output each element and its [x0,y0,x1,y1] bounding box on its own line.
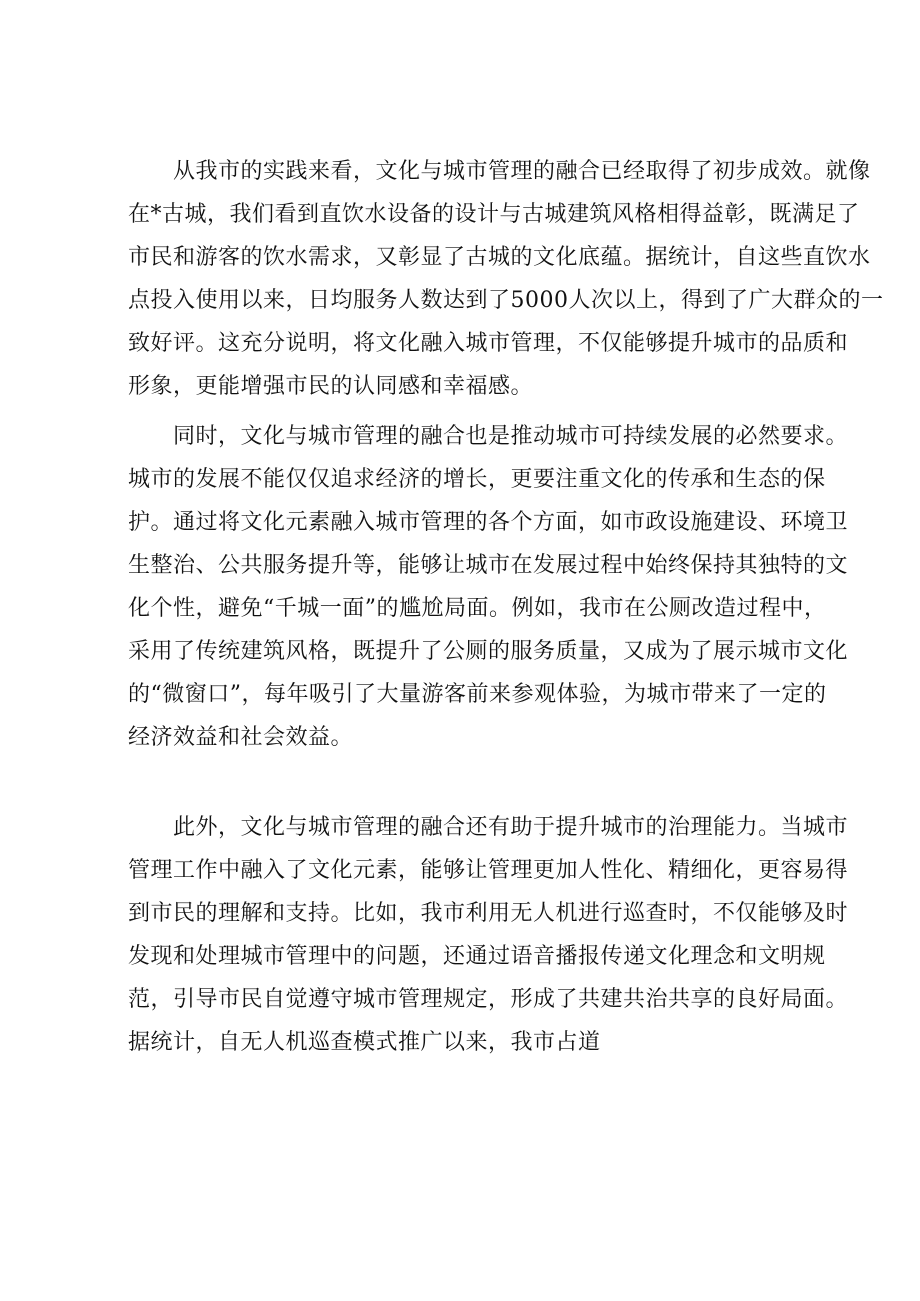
text-line: 同时，文化与城市管理的融合也是推动城市可持续发展的必然要求。 [128,424,849,449]
text-line: 范，引导市民自觉遵守城市管理规定，形成了共建共治共享的良好局面。 [128,987,849,1012]
text-line: 生整治、公共服务提升等，能够让城市在发展过程中始终保持其独特的文 [128,553,849,578]
text-line: 的“微窗口”，每年吸引了大量游客前来参观体验，为城市带来了一定的 [128,682,827,707]
text-line: 采用了传统建筑风格，既提升了公厕的服务质量，又成为了展示城市文化 [128,639,849,664]
text-line: 城市的发展不能仅仅追求经济的增长，更要注重文化的传承和生态的保 [128,467,826,492]
text-line: 致好评。这充分说明，将文化融入城市管理，不仅能够提升城市的品质和 [128,331,849,356]
text-line: 管理工作中融入了文化元素，能够让管理更加人性化、精细化，更容易得 [128,858,849,883]
text-line: 发现和处理城市管理中的问题，还通过语音播报传递文化理念和文明规 [128,944,826,969]
text-line: 到市民的理解和支持。比如，我市利用无人机进行巡查时，不仅能够及时 [128,901,849,926]
text-line: 从我市的实践来看，文化与城市管理的融合已经取得了初步成效。就像 [128,159,871,184]
text-line: 据统计，自无人机巡查模式推广以来，我市占道 [128,1030,601,1055]
text-line: 形象，更能增强市民的认同感和幸福感。 [128,374,534,399]
text-line: 经济效益和社会效益。 [128,725,354,750]
text-line: 在*古城，我们看到直饮水设备的设计与古城建筑风格相得益彰，既满足了 [128,202,860,227]
text-line: 化个性，避免“千城一面”的尴尬局面。例如，我市在公厕改造过程中， [128,596,827,621]
text-line: 点投入使用以来，日均服务人数达到了5000人次以上，得到了广大群众的一 [128,288,884,313]
paragraph-2 [128,415,849,759]
paragraph-3 [128,806,849,1064]
text-line: 此外，文化与城市管理的融合还有助于提升城市的治理能力。当城市 [128,815,849,840]
text-line: 护。通过将文化元素融入城市管理的各个方面，如市政设施建设、环境卫 [128,510,849,535]
paragraph-1 [128,150,884,408]
text-line: 市民和游客的饮水需求，又彰显了古城的文化底蕴。据统计，自这些直饮水 [128,245,871,270]
